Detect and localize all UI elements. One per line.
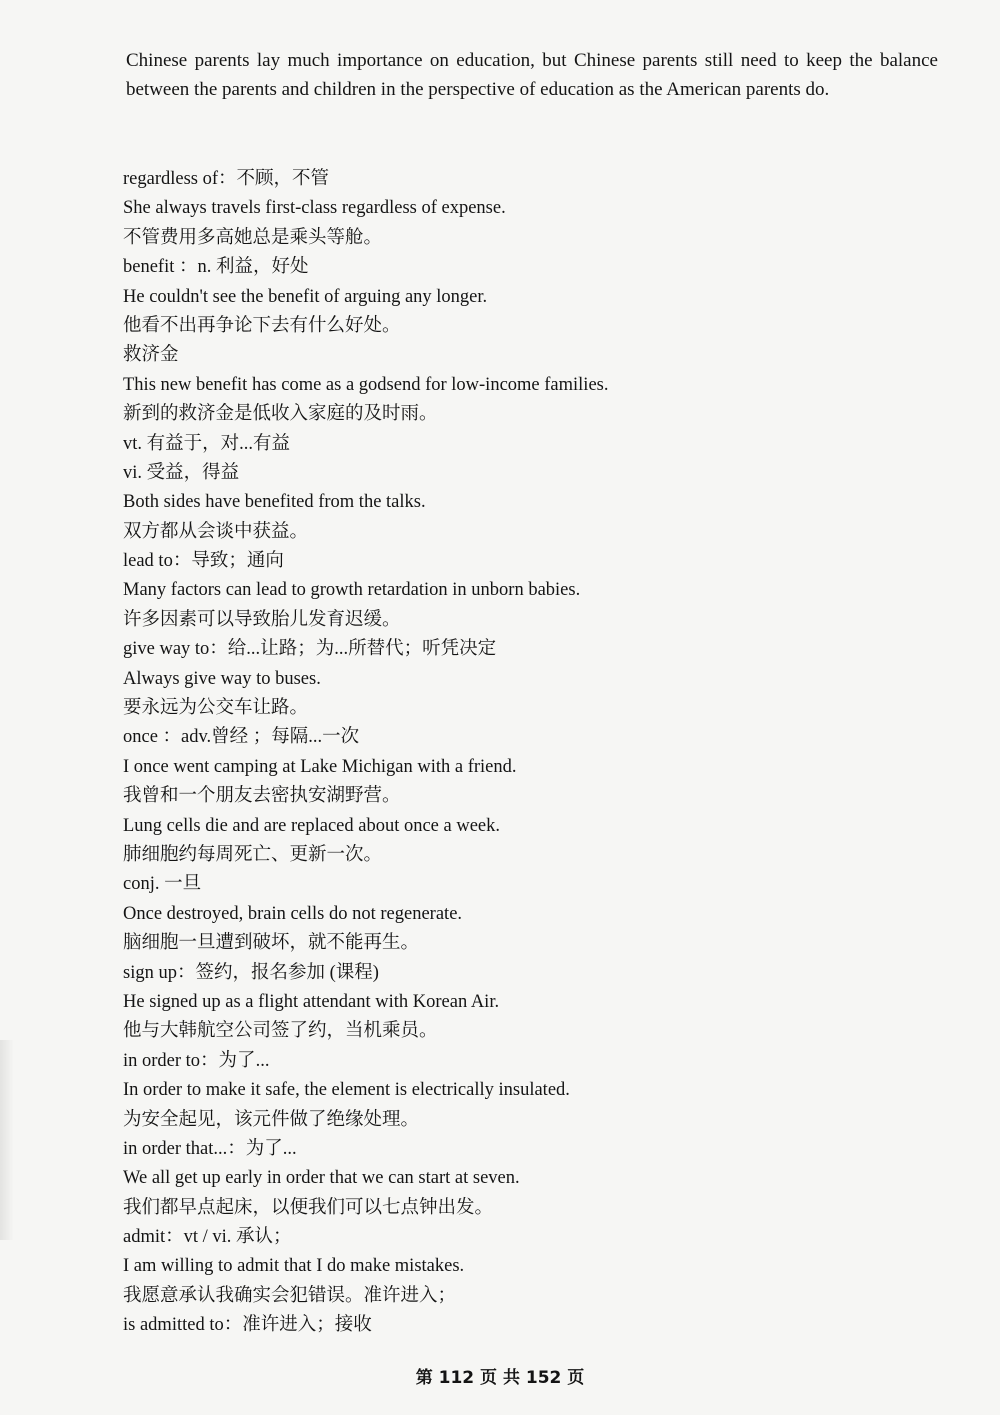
vocab-line: vi. 受益，得益 (123, 462, 240, 483)
vocab-line: I am willing to admit that I do make mistakes. (123, 1256, 465, 1277)
vocabulary-list (123, 165, 923, 1341)
vocab-line: He couldn't see the benefit of arguing any longer. (123, 286, 488, 307)
vocab-line: once ：adv.曾经 ；每隔...一次 (123, 727, 360, 748)
vocab-line: benefit ：n. 利益，好处 (123, 257, 309, 278)
vocab-line: vt. 有益于，对...有益 (123, 433, 291, 454)
vocab-line: in order that...：为了... (123, 1138, 297, 1159)
vocab-line: 新到的救济金是低收入家庭的及时雨。 (123, 404, 438, 425)
vocab-line: 不管费用多高她总是乘头等舱。 (123, 227, 383, 248)
vocab-line: is admitted to：准许进入；接收 (123, 1315, 372, 1336)
vocab-line: In order to make it safe, the element is electrically insulated. (123, 1080, 570, 1101)
vocab-line: Both sides have benefited from the talks. (123, 492, 426, 513)
vocab-line: Many factors can lead to growth retardation in unborn babies. (123, 580, 581, 601)
intro-paragraph: Chinese parents lay much importance on education, but Chinese parents still need to keep the balance between the parents and children in the perspective of education as the American parents do. (126, 50, 938, 100)
vocab-line: This new benefit has come as a godsend for low-income families. (123, 374, 609, 395)
vocab-line: 许多因素可以导致胎儿发育迟缓。 (123, 609, 401, 630)
vocab-line: 我曾和一个朋友去密执安湖野营。 (123, 786, 401, 807)
vocab-line: 双方都从会谈中获益。 (123, 521, 309, 542)
vocab-line: conj. 一旦 (123, 874, 202, 895)
vocab-line: She always travels first-class regardless of expense. (123, 198, 506, 219)
vocab-line: sign up：签约，报名参加 (课程) (123, 962, 379, 983)
vocab-line: 我们都早点起床，以便我们可以七点钟出发。 (123, 1197, 494, 1218)
vocab-line: 脑细胞一旦遭到破坏，就不能再生。 (123, 933, 420, 954)
vocab-line: 要永远为公交车让路。 (123, 698, 309, 719)
vocab-line: 为安全起见，该元件做了绝缘处理。 (123, 1109, 420, 1130)
vocab-line: in order to：为了... (123, 1050, 270, 1071)
vocab-line: 他看不出再争论下去有什么好处。 (123, 315, 401, 336)
vocab-line: lead to：导致；通向 (123, 551, 284, 572)
vocab-line: admit：vt / vi. 承认； (123, 1227, 292, 1248)
page-number: 第 112 页 共 152 页 (415, 1368, 585, 1388)
vocab-line: Always give way to buses. (123, 668, 321, 689)
vocab-line: He signed up as a flight attendant with Korean Air. (123, 991, 500, 1012)
vocab-line: Once destroyed, brain cells do not regenerate. (123, 903, 463, 924)
scan-shadow (0, 1040, 14, 1240)
vocab-line: regardless of：不顾，不管 (123, 169, 330, 189)
vocab-line: 我愿意承认我确实会犯错误。准许进入； (123, 1285, 457, 1306)
vocab-line: We all get up early in order that we can start at seven. (123, 1168, 520, 1189)
vocab-line: 他与大韩航空公司签了约，当机乘员。 (123, 1021, 438, 1042)
vocab-line: 肺细胞约每周死亡、更新一次。 (123, 844, 383, 865)
vocab-line: 救济金 (123, 345, 179, 366)
vocab-line: Lung cells die and are replaced about once a week. (123, 815, 501, 836)
vocab-line: I once went camping at Lake Michigan with a friend. (123, 756, 517, 777)
vocab-line: give way to：给...让路；为...所替代；听凭决定 (123, 639, 497, 660)
